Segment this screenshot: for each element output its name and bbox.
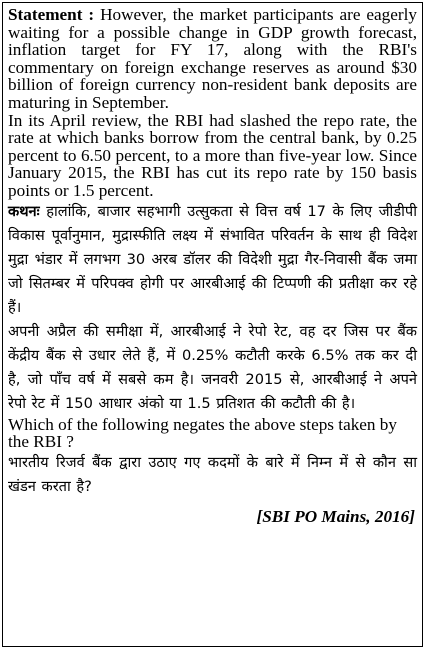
hindi-statement-paragraph-2: अपनी अप्रैल की समीक्षा में, आरबीआई ने रेपो रेट, वह दर जिस पर बैंक केंद्रीय बैंक से उधार लेते हैं, में 0.25% कटौती करके 6.5% तक कर दी है, जो पाँच वर्ष में सबसे कम है। जनवरी 2015 से, आरबीआई ने अपने रेपो रेट में 150 आधार अंको या 1.5 प्रतिशत की कटौती की है। bbox=[8, 322, 417, 412]
question-english: Which of the following negates the above steps taken by the RBI ? bbox=[8, 414, 397, 452]
question-hindi: भारतीय रिजर्व बैंक द्वारा उठाए गए कदमों के बारे में निम्न में से कौन सा खंडन करता है? bbox=[8, 453, 417, 495]
hindi-statement-paragraph-1 bbox=[8, 200, 417, 320]
hindi-statement-label: कथनः bbox=[8, 202, 40, 220]
statement-paragraph-1 bbox=[8, 6, 417, 112]
statement-label: Statement : bbox=[8, 5, 95, 24]
source-citation: [SBI PO Mains, 2016] bbox=[256, 506, 415, 526]
statement-text-1: However, the market participants are eagerly waiting for a possible change in GDP growth forecast, inflation target for FY 17, along with the RBI's commentary on foreign exchange reserves as around $30 billion of foreign currency non-resident bank deposits are maturing in September. bbox=[8, 5, 417, 112]
hindi-statement-text-1: हालांकि, बाजार सहभागी उत्सुकता से वित्त वर्ष 17 के लिए जीडीपी विकास पूर्वानुमान, मुद्रास्फीति लक्ष्य में संभावित परिवर्तन के साथ ही विदेश मुद्रा भंडार में लगभग 30 अरब डॉलर की विदेशी मुद्रा गैर-निवासी बैंक जमा जो सितम्बर में परिपक्व होगी पर आरबीआई की टिप्पणी की प्रतीक्षा कर रहे हैं। bbox=[8, 202, 417, 316]
question-card bbox=[2, 2, 423, 647]
statement-paragraph-2: In its April review, the RBI had slashed the repo rate, the rate at which banks borrow from the central bank, by 0.25 percent to 6.50 percent, to a more than five-year low. Since January 2015, the RBI has cut its repo rate by 150 basis points or 1.5 percent. bbox=[8, 110, 417, 200]
